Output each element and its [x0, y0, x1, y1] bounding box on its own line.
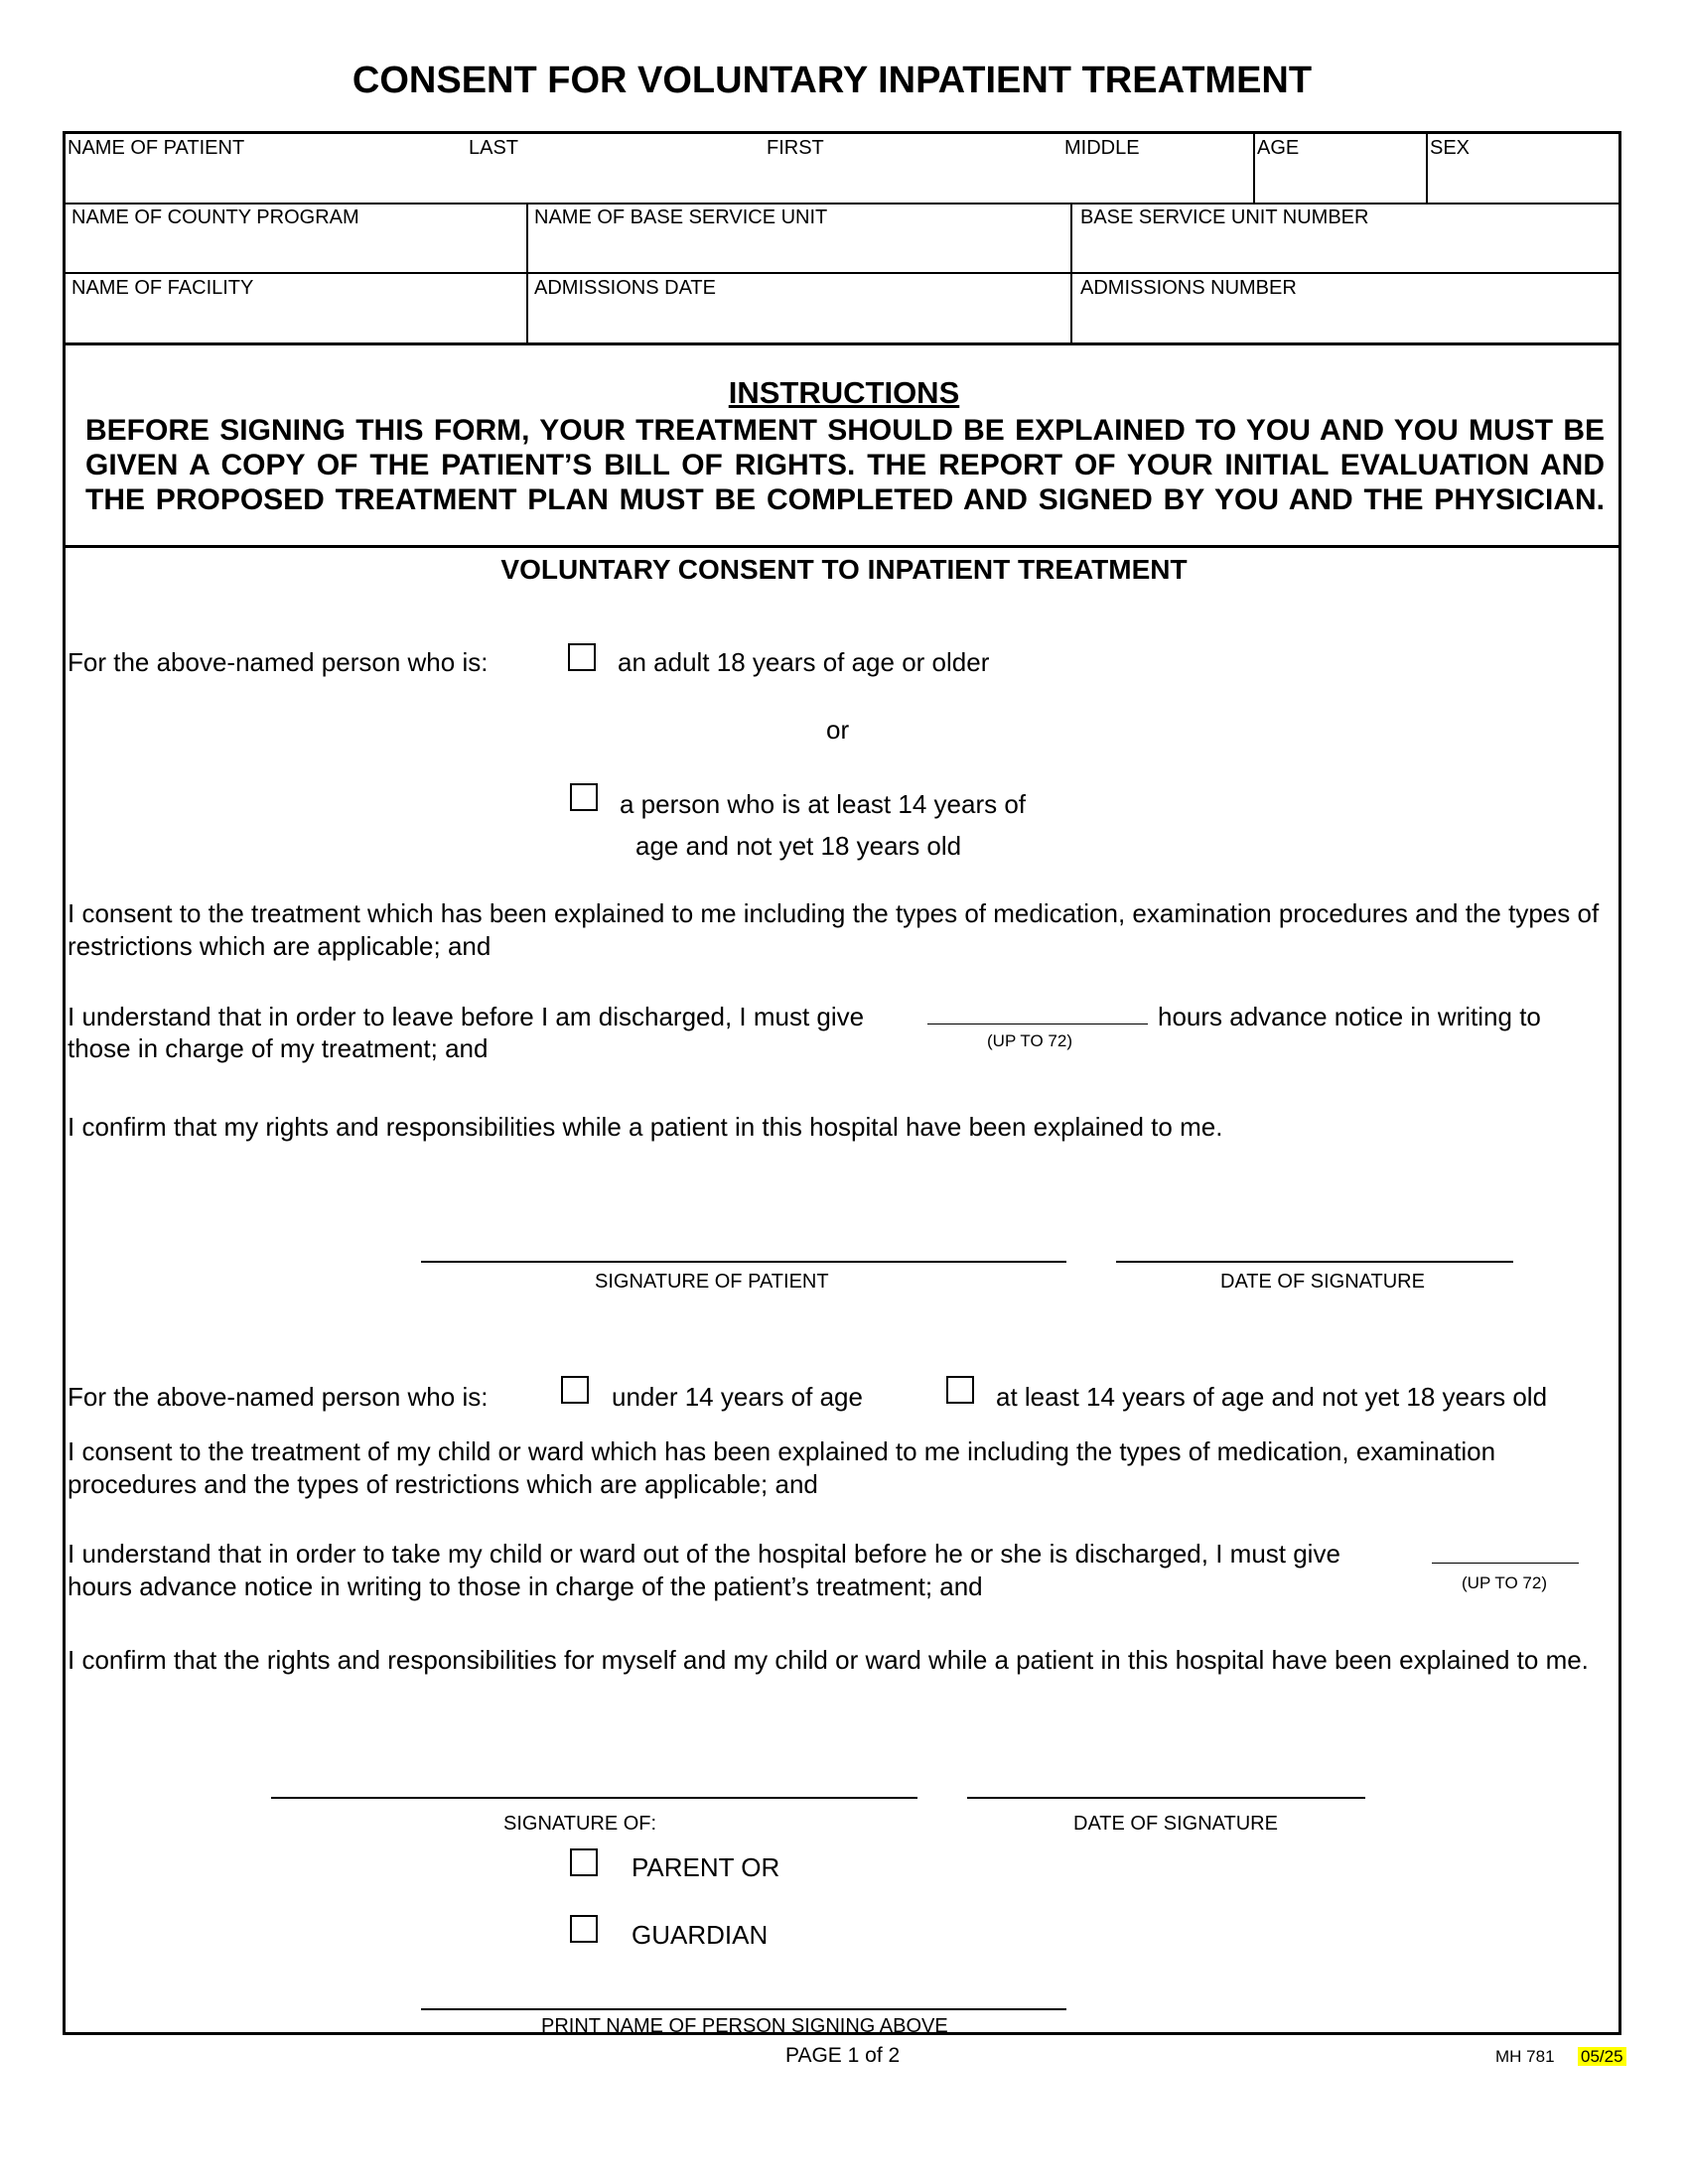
consent-text-2: I consent to the treatment of my child or ward which has been explained to me including the types of medication, examination procedures and the types of restrictions which are applicable; and: [68, 1436, 1496, 1499]
col-divider-age: [1253, 134, 1255, 203]
option-adult-label: an adult 18 years of age or older: [618, 647, 990, 677]
col-divider-right: [1070, 203, 1072, 343]
label-facility: NAME OF FACILITY: [71, 277, 254, 299]
checkbox-14-to-18[interactable]: [946, 1376, 974, 1404]
hours-notice-field-2[interactable]: [1432, 1563, 1579, 1564]
instructions-heading: INSTRUCTIONS: [728, 375, 960, 410]
label-base-service-unit-number: BASE SERVICE UNIT NUMBER: [1080, 206, 1369, 228]
patient-signature-label: SIGNATURE OF PATIENT: [595, 1271, 829, 1293]
or-label: or: [826, 715, 850, 745]
for-person-label-1: For the above-named person who is:: [68, 647, 489, 677]
checkbox-adult[interactable]: [568, 643, 596, 671]
label-admissions-date: ADMISSIONS DATE: [534, 277, 716, 299]
parent-date-label: DATE OF SIGNATURE: [1073, 1813, 1278, 1835]
option-minor-line-1: a person who is at least 14 years of: [620, 789, 1027, 819]
label-last: LAST: [469, 137, 519, 159]
instructions-line-3: THE PROPOSED TREATMENT PLAN MUST BE COMPLETED AND SIGNED BY YOU AND THE PHYSICIAN.: [85, 483, 1605, 516]
row-divider-4: [66, 545, 1618, 548]
option-parent-label: PARENT OR: [632, 1852, 780, 1882]
checkbox-guardian[interactable]: [570, 1915, 598, 1943]
option-guardian-label: GUARDIAN: [632, 1920, 769, 1950]
label-base-service-unit: NAME OF BASE SERVICE UNIT: [534, 206, 828, 228]
signature-of-label: SIGNATURE OF:: [503, 1813, 657, 1835]
take-text-line-2: hours advance notice in writing to those in charge of the patient’s treatment; and: [68, 1571, 983, 1601]
instructions-line-2: GIVEN A COPY OF THE PATIENT’S BILL OF RIGHTS. THE REPORT OF YOUR INITIAL EVALUATION AND: [85, 449, 1605, 481]
label-age: AGE: [1257, 137, 1300, 159]
option-under-14-label: under 14 years of age: [612, 1382, 863, 1412]
col-divider-sex: [1426, 134, 1428, 203]
label-middle: MIDDLE: [1064, 137, 1140, 159]
checkbox-parent[interactable]: [570, 1848, 598, 1876]
label-county-program: NAME OF COUNTY PROGRAM: [71, 206, 359, 228]
label-admissions-number: ADMISSIONS NUMBER: [1080, 277, 1297, 299]
parent-date-line[interactable]: [967, 1797, 1365, 1799]
consent-text-1: I consent to the treatment which has been explained to me including the types of medication, examination procedures and the types of restrictions which are applicable; and: [68, 898, 1600, 961]
patient-signature-line[interactable]: [421, 1261, 1066, 1263]
checkbox-minor[interactable]: [570, 783, 598, 811]
up-to-72-label-2: (UP TO 72): [1462, 1573, 1547, 1592]
instructions-body: [85, 413, 1605, 517]
option-14-to-18-label: at least 14 years of age and not yet 18 years old: [996, 1382, 1548, 1412]
leave-text-line-2: those in charge of my treatment; and: [68, 1033, 489, 1063]
up-to-72-label-1: (UP TO 72): [987, 1031, 1072, 1050]
confirm-text-1: I confirm that my rights and responsibilities while a patient in this hospital have been explained to me.: [68, 1112, 1223, 1142]
print-name-label: PRINT NAME OF PERSON SIGNING ABOVE: [541, 2015, 948, 2037]
label-name-of-patient: NAME OF PATIENT: [68, 137, 245, 159]
patient-date-line[interactable]: [1116, 1261, 1513, 1263]
leave-text-end: hours advance notice in writing to: [1158, 1002, 1541, 1031]
print-name-line[interactable]: [421, 2008, 1066, 2010]
label-sex: SEX: [1430, 137, 1471, 159]
label-first: FIRST: [767, 137, 824, 159]
form-title: CONSENT FOR VOLUNTARY INPATIENT TREATMENT: [352, 60, 1313, 101]
take-text-line-1: I understand that in order to take my child or ward out of the hospital before he or she is discharged, I must give: [68, 1539, 1340, 1569]
option-minor-line-2: age and not yet 18 years old: [635, 831, 962, 861]
revision-date-text: 05/25: [1578, 2047, 1626, 2066]
row-divider-3: [66, 342, 1618, 345]
parent-signature-line[interactable]: [271, 1797, 917, 1799]
row-divider-1: [66, 203, 1618, 205]
patient-date-label: DATE OF SIGNATURE: [1220, 1271, 1425, 1293]
for-person-label-2: For the above-named person who is:: [68, 1382, 489, 1412]
confirm-text-2: I confirm that the rights and responsibilities for myself and my child or ward while a patient in this hospital have been explained to me.: [68, 1645, 1589, 1675]
leave-text-start: I understand that in order to leave before I am discharged, I must give: [68, 1002, 865, 1031]
row-divider-2: [66, 272, 1618, 274]
page-number: PAGE 1 of 2: [785, 2044, 901, 2067]
col-divider-mid: [526, 203, 528, 343]
section-heading: VOLUNTARY CONSENT TO INPATIENT TREATMENT: [500, 554, 1188, 585]
checkbox-under-14[interactable]: [561, 1376, 589, 1404]
form-number: MH 781: [1495, 2047, 1555, 2066]
instructions-line-1: BEFORE SIGNING THIS FORM, YOUR TREATMENT SHOULD BE EXPLAINED TO YOU AND YOU MUST BE: [85, 414, 1605, 447]
revision-date: [1578, 2047, 1626, 2067]
